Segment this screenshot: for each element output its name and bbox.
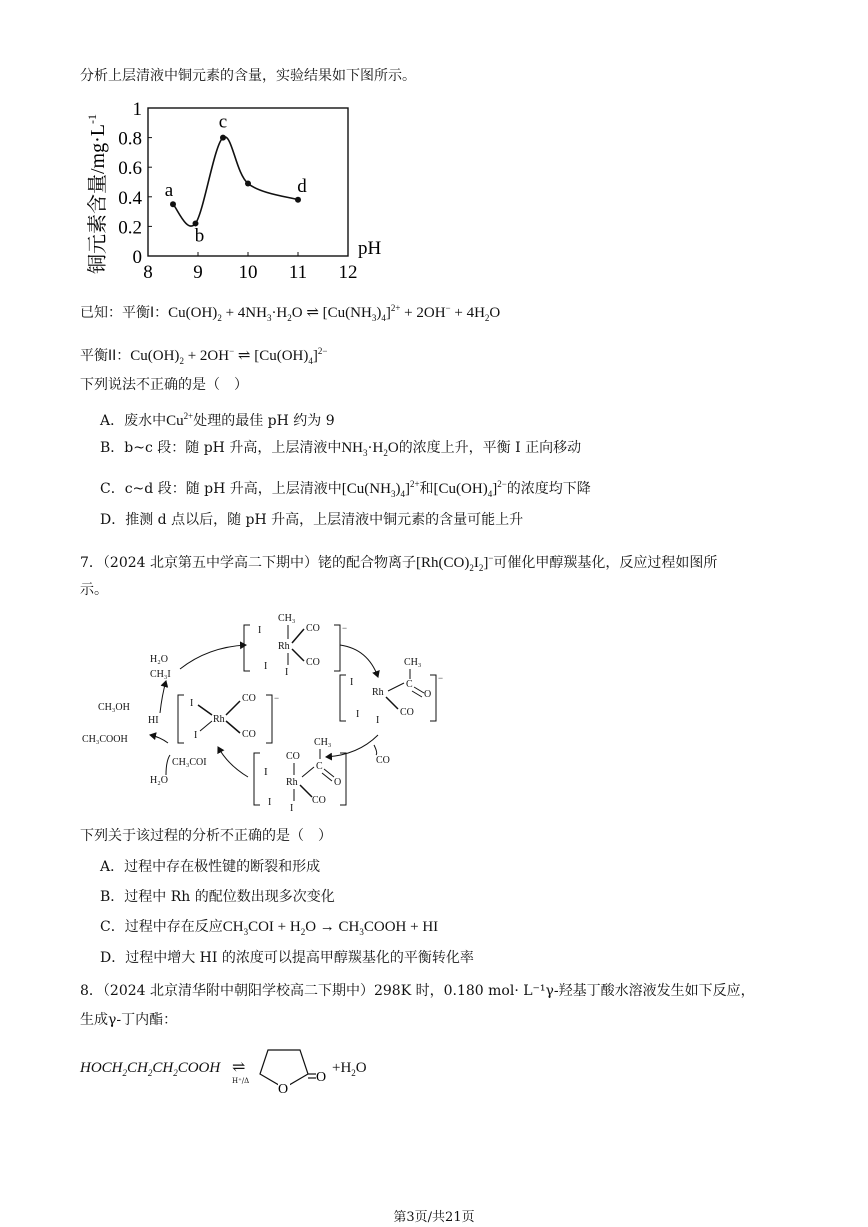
y-tick-label: 0.2 xyxy=(118,217,142,239)
x-tick-label: 8 xyxy=(143,262,153,283)
x-tick-label: 10 xyxy=(238,262,258,283)
svg-text:−: − xyxy=(274,693,280,703)
svg-text:Rh: Rh xyxy=(372,687,384,698)
svg-text:−: − xyxy=(342,623,348,633)
q6-stem: 下列说法不正确的是（ ） xyxy=(80,377,248,393)
svg-text:I: I xyxy=(264,661,268,672)
q7-option-d: D．过程中增大 HI 的浓度可以提高甲醇羰基化的平衡转化率 xyxy=(100,950,474,966)
chart-point xyxy=(245,180,251,186)
svg-text:I: I xyxy=(190,698,194,709)
q6-option-d: D．推测 d 点以后，随 pH 升高，上层清液中铜元素的含量可能上升 xyxy=(100,512,524,528)
chart-point xyxy=(170,201,176,207)
svg-text:C: C xyxy=(406,679,413,690)
svg-text:CO: CO xyxy=(306,657,320,668)
y-tick-label: 0 xyxy=(132,247,142,268)
x-tick-label: 11 xyxy=(288,262,308,283)
q8-stem-line2: 生成γ-丁内酯： xyxy=(80,1012,178,1028)
chart-point-labels xyxy=(165,112,307,247)
svg-text:I: I xyxy=(268,797,272,808)
intro-text: 分析上层清液中铜元素的含量，实验结果如下图所示。 xyxy=(80,68,416,84)
y-tick-label: 0.8 xyxy=(118,128,142,150)
svg-text:O: O xyxy=(334,777,342,788)
svg-text:CH₃: CH₃ xyxy=(314,737,332,748)
svg-text:CO: CO xyxy=(242,693,256,704)
svg-text:I: I xyxy=(350,677,354,688)
q8-reactant: $HOCH_2CH_2CH_2COOH$ xyxy=(80,1060,221,1078)
svg-text:I: I xyxy=(258,625,262,636)
svg-text:I: I xyxy=(264,766,268,778)
q6-option-c: C．c~d 段：随 pH 升高，上层清液中$[Cu(NH_3)_4]^{2+}$和$[Cu(OH)_4]^{2-}$的浓度均下降 xyxy=(100,479,591,499)
svg-text:I: I xyxy=(356,709,360,720)
svg-text:Rh: Rh xyxy=(286,777,298,788)
svg-text:O: O xyxy=(316,1070,327,1085)
svg-text:Rh: Rh xyxy=(213,714,225,725)
chart-point xyxy=(220,135,226,141)
svg-text:O: O xyxy=(424,689,432,700)
q7-stem: 7．（2024 北京第五中学高二下期中）铑的配合物离子$[Rh(CO)_2I_2]^-$可催化甲醇羰基化，反应过程如图所 xyxy=(80,553,718,573)
svg-text:Rh: Rh xyxy=(278,641,290,652)
svg-text:I: I xyxy=(376,715,380,726)
y-tick-label: 0.4 xyxy=(118,187,142,209)
point-label-d: d xyxy=(297,175,307,197)
page-footer: 第3页/共21页 xyxy=(393,1210,475,1225)
chart-point xyxy=(295,197,301,203)
q7-option-c: C．过程中存在反应$CH_3COI + H_2O$ → $CH_3COOH$ + HI xyxy=(100,919,439,937)
chart-points xyxy=(170,135,301,227)
point-label-b: b xyxy=(194,225,205,247)
x-tick-label: 9 xyxy=(193,262,203,283)
svg-text:CH₃: CH₃ xyxy=(278,613,296,624)
svg-text:C: C xyxy=(316,761,323,772)
q7-stem-line2: 示。 xyxy=(80,582,108,598)
svg-text:I: I xyxy=(290,803,294,814)
svg-text:CH₃: CH₃ xyxy=(404,657,422,668)
svg-text:CO: CO xyxy=(242,729,256,740)
chart-xlabel: pH xyxy=(358,238,382,259)
label-ch3i: CH₃I xyxy=(150,669,171,680)
equilibrium-1: 已知：平衡I：$Cu(OH)_2 + 4NH_3\cdot H_2O$ ⇌ $[Cu(NH_3)_4]^{2+} + 2OH^- + 4H_2O$ xyxy=(80,303,501,323)
y-tick-label: 1 xyxy=(132,99,142,120)
q7-stem2: 下列关于该过程的分析不正确的是（ ） xyxy=(80,828,332,844)
q8-condition: H⁺/Δ xyxy=(232,1077,250,1085)
label-ch3cooh: CH₃COOH xyxy=(82,734,128,745)
svg-text:CO: CO xyxy=(306,623,320,634)
equilibrium-2: 平衡II：$Cu(OH)_2 + 2OH^-$ ⇌ $[Cu(OH)_4]^{2-}$ xyxy=(80,346,328,366)
q7-option-a: A．过程中存在极性键的断裂和形成 xyxy=(100,859,321,875)
label-hi: HI xyxy=(148,715,159,726)
svg-text:I: I xyxy=(194,730,198,741)
q8-product-tail: $+H_2O$ xyxy=(332,1060,367,1078)
label-co-in: CO xyxy=(376,755,390,766)
y-tick-label: 0.6 xyxy=(118,158,142,180)
q6-option-a: A．废水中$Cu^{2+}$处理的最佳 pH 约为 9 xyxy=(100,411,335,429)
q8-stem: 8．（2024 北京清华附中朝阳学校高二下期中）298K 时，0.180 mol· L⁻¹γ-羟基丁酸水溶液发生如下反应， xyxy=(80,983,755,999)
chart-ylabel: 铜元素含量$/mg\cdot L^{-1}$ xyxy=(85,114,109,274)
svg-text:O: O xyxy=(278,1082,289,1096)
copper-content-chart xyxy=(78,96,398,292)
label-ch3coi: CH₃COI xyxy=(172,757,207,768)
x-tick-label: 12 xyxy=(338,262,358,283)
q6-option-b: B．b~c 段：随 pH 升高，上层清液中$NH_3\cdot H_2O$的浓度上升，平衡 I 正向移动 xyxy=(100,440,582,458)
svg-text:CO: CO xyxy=(312,795,326,806)
label-h2o-2: H₂O xyxy=(150,775,168,786)
q8-equilibrium-arrow: ⇌ xyxy=(232,1057,246,1076)
label-ch3oh: CH₃OH xyxy=(98,702,130,713)
rhodium-catalytic-cycle-diagram xyxy=(78,605,458,815)
svg-text:CO: CO xyxy=(400,707,414,718)
point-label-a: a xyxy=(164,180,174,202)
svg-text:I: I xyxy=(285,667,289,678)
label-h2o: H₂O xyxy=(150,654,168,665)
q7-option-b: B．过程中 Rh 的配位数出现多次变化 xyxy=(100,889,335,905)
point-label-c: c xyxy=(218,111,228,133)
svg-text:CO: CO xyxy=(286,751,300,762)
svg-text:−: − xyxy=(438,673,444,683)
chart-series-line xyxy=(173,137,298,226)
